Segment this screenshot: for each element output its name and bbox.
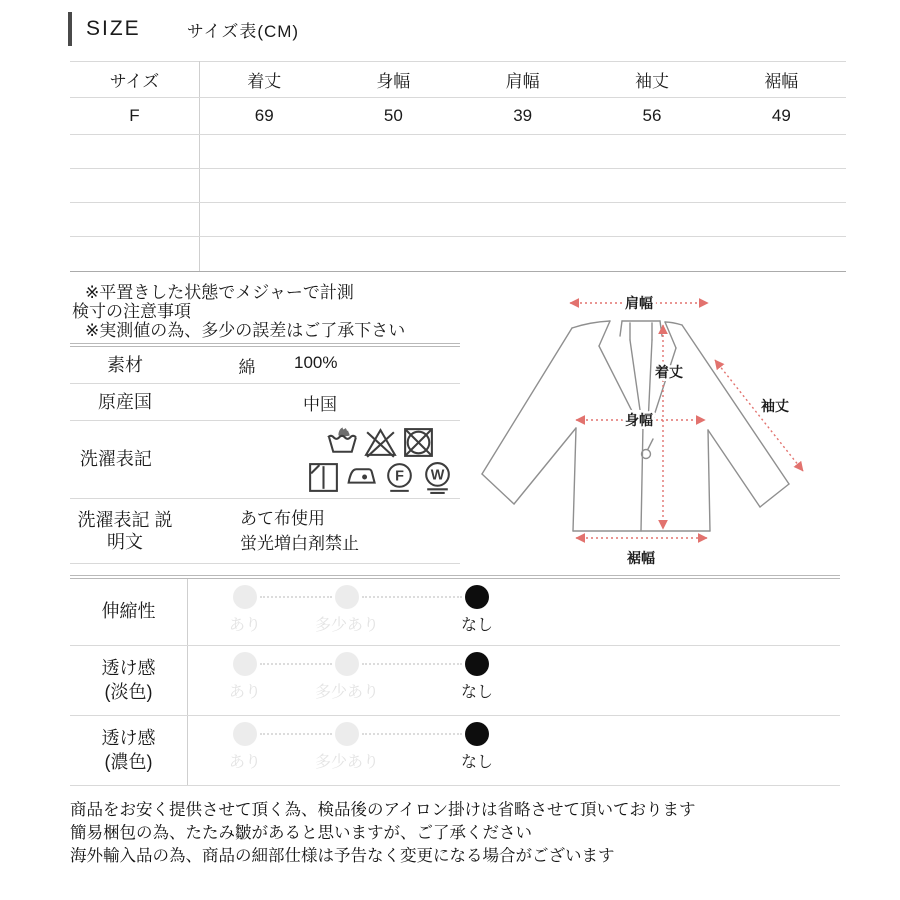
size-table-data-row (70, 98, 846, 135)
measurement-notes (72, 283, 405, 340)
size-table (70, 61, 846, 272)
selected-dot (465, 585, 489, 609)
sheerness-dark-row (70, 716, 840, 786)
size-value: F (70, 98, 199, 135)
sleeve-length-label: 袖丈 (761, 398, 789, 414)
hem-width-label: 裾幅 (627, 550, 655, 566)
sleeve-value: 56 (587, 98, 716, 135)
no-tumble-dry-icon (401, 425, 436, 460)
stretch-label: 伸縮性 (70, 579, 188, 645)
column-header-length: 着丈 (199, 62, 328, 98)
sheerness-dark-options (188, 716, 840, 785)
handwash-icon (325, 425, 360, 460)
page-title: SIZE (86, 17, 141, 40)
option-dot (335, 652, 359, 676)
column-header-body-width: 身幅 (329, 62, 458, 98)
option-tashou-ari: 多少あり (312, 585, 382, 635)
footer-line: 海外輸入品の為、商品の細部仕様は予告なく変更になる場合がございます (70, 847, 615, 865)
jacket-measurement-diagram (472, 278, 844, 570)
material-percent: 100% (294, 352, 338, 372)
material-row (70, 347, 460, 384)
stretch-options (188, 579, 840, 645)
option-nashi-selected: なし (442, 585, 512, 635)
option-dot (233, 722, 257, 746)
option-dot (233, 652, 257, 676)
measurement-lines (570, 303, 803, 538)
svg-text:F: F (395, 468, 405, 485)
material-label: 素材 (107, 354, 143, 375)
svg-text:W: W (431, 467, 445, 484)
selected-dot (465, 722, 489, 746)
shoulder-width-label: 肩幅 (625, 295, 653, 311)
sheerness-light-options (188, 646, 840, 715)
body-width-value: 50 (329, 98, 458, 135)
header-accent-bar (68, 12, 72, 46)
hem-value: 49 (717, 98, 846, 135)
note-line: 検寸の注意事項 (72, 302, 191, 321)
body-width-label: 身幅 (625, 412, 653, 428)
option-dot (233, 585, 257, 609)
measurement-labels (625, 295, 789, 566)
care-description-label: 洗濯表記 説明文 (77, 509, 173, 552)
selected-dot (465, 652, 489, 676)
option-tashou-ari: 多少あり (312, 652, 382, 702)
material-name: 綿 (238, 357, 256, 377)
column-header-hem: 裾幅 (717, 62, 846, 98)
origin-value: 中国 (303, 394, 337, 414)
footer-notes (70, 799, 696, 868)
option-ari: あり (210, 652, 280, 702)
shoulder-value: 39 (458, 98, 587, 135)
sheerness-light-label: 透け感 (淡色) (70, 646, 188, 715)
option-nashi-selected: なし (442, 652, 512, 702)
care-symbols-row (70, 421, 460, 499)
option-ari: あり (210, 585, 280, 635)
column-header-size: サイズ (70, 62, 199, 98)
option-ari: あり (210, 722, 280, 772)
shade-line-dry-icon (306, 460, 341, 495)
option-dot (335, 585, 359, 609)
option-dot (335, 722, 359, 746)
sheerness-light-row (70, 646, 840, 716)
wet-clean-w-icon (420, 460, 455, 495)
care-label: 洗濯表記 (79, 449, 152, 470)
section-header (68, 12, 299, 46)
option-tashou-ari: 多少あり (312, 722, 382, 772)
empty-row (70, 203, 846, 237)
page-subtitle: サイズ表(CM) (186, 21, 300, 41)
column-header-shoulder: 肩幅 (458, 62, 587, 98)
body-length-label: 着丈 (655, 364, 683, 380)
dry-clean-f-icon (382, 460, 417, 495)
size-table-header-row (70, 62, 846, 98)
iron-low-heat-icon (344, 460, 379, 495)
no-bleach-icon (363, 425, 398, 460)
empty-row (70, 169, 846, 203)
empty-row (70, 237, 846, 272)
sleeve-length-line (715, 360, 803, 471)
note-line: ※平置きした状態でメジャーで計測 (85, 283, 354, 302)
care-symbols (302, 425, 460, 495)
property-table (70, 579, 840, 786)
footer-line: 簡易梱包の為、たたみ皺があると思いますが、ご了承ください (70, 824, 532, 842)
stretch-row (70, 579, 840, 646)
option-nashi-selected: なし (442, 722, 512, 772)
care-description-text: あて布使用 蛍光増白剤禁止 (240, 509, 359, 553)
origin-label: 原産国 (98, 391, 152, 412)
care-description-row (70, 499, 460, 564)
spec-table (70, 347, 460, 564)
column-header-sleeve: 袖丈 (587, 62, 716, 98)
length-value: 69 (199, 98, 328, 135)
empty-row (70, 135, 846, 169)
sheerness-dark-label: 透け感 (濃色) (70, 716, 188, 785)
note-line: ※実測値の為、多少の誤差はご了承下さい (85, 321, 406, 340)
origin-row (70, 384, 460, 421)
footer-line: 商品をお安く提供させて頂く為、検品後のアイロン掛けは省略させて頂いております (70, 801, 696, 819)
